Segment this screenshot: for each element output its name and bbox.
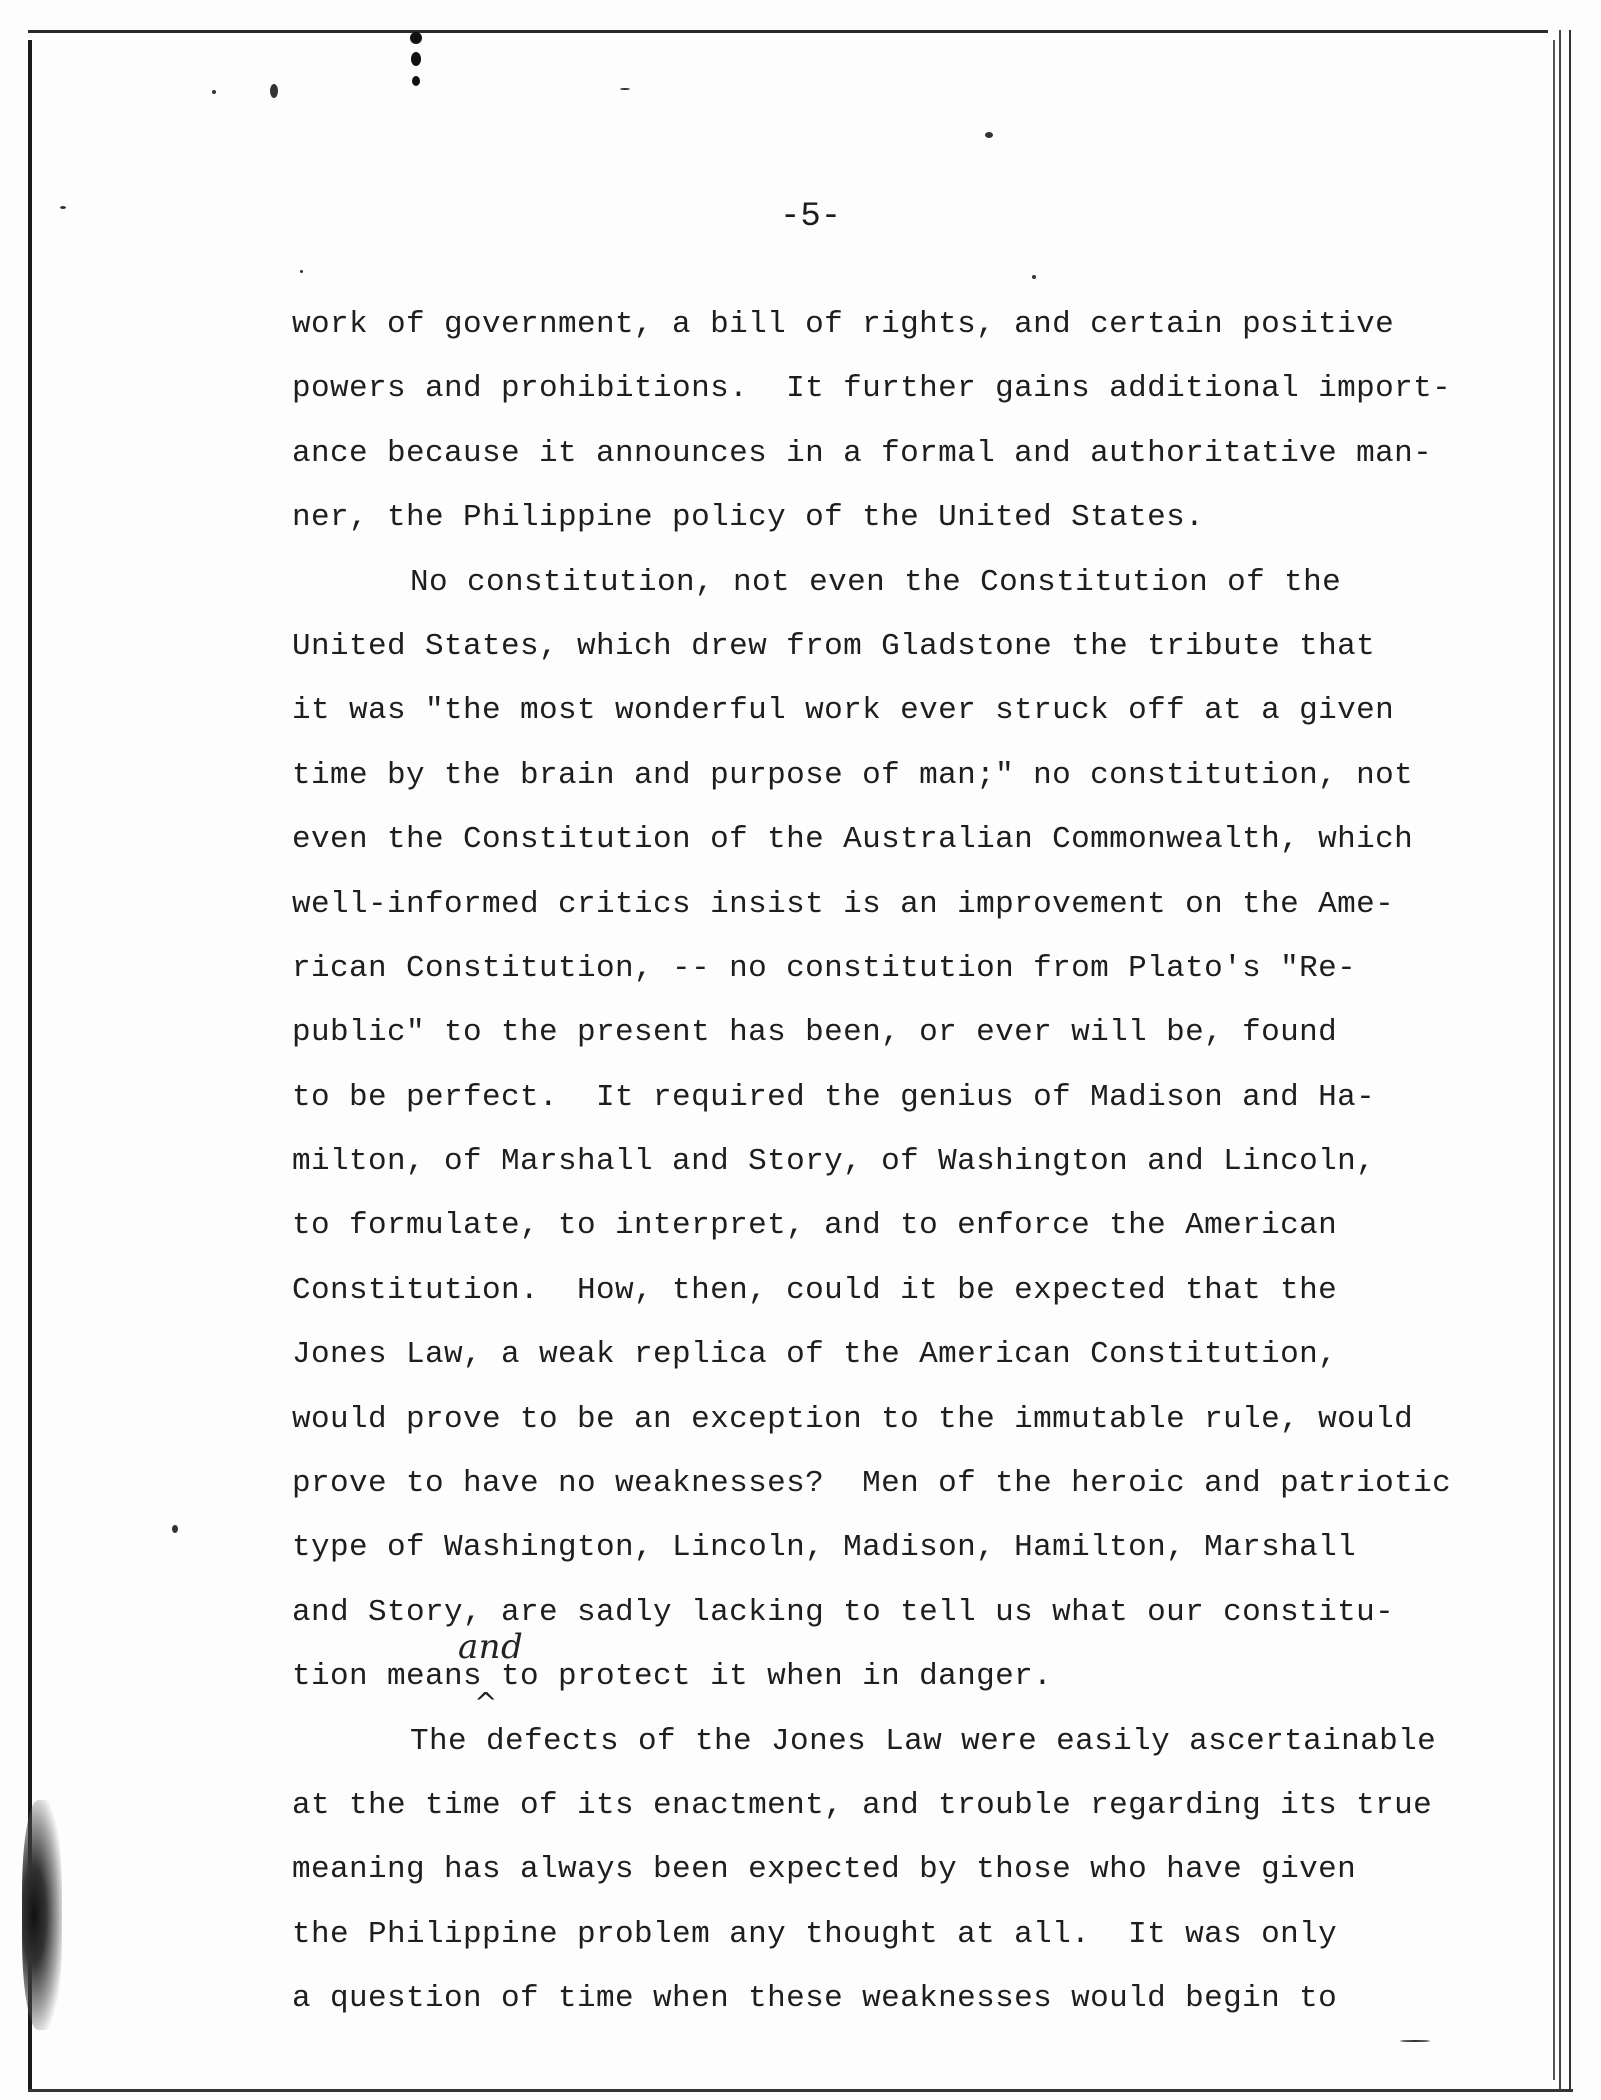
handwritten-insertion: and xyxy=(458,1627,524,1668)
speck-mark xyxy=(620,88,630,90)
text-line: milton, of Marshall and Story, of Washington and Lincoln, xyxy=(292,1144,1376,1180)
text-line: tion means to protect it when in danger. xyxy=(292,1659,1053,1695)
insertion-caret-icon: ^ xyxy=(474,1686,498,1720)
text-line: ance because it announces in a formal and authoritative man- xyxy=(292,435,1433,471)
text-line: Jones Law, a weak replica of the American Constitution, xyxy=(292,1337,1338,1373)
text-line-with-insertion xyxy=(292,1627,1492,1720)
binding-hole-mark xyxy=(411,52,421,66)
speck-mark xyxy=(1400,2040,1430,2042)
speck-mark xyxy=(60,206,66,209)
text-line: work of government, a bill of rights, and certain positive xyxy=(292,307,1395,342)
page-edge-top xyxy=(28,30,1548,33)
paragraph-start-line: The defects of the Jones Law were easily ascertainable xyxy=(410,1723,1437,1759)
text-line: time by the brain and purpose of man;" no constitution, not xyxy=(292,757,1414,793)
binding-hole-mark xyxy=(412,76,420,86)
text-line: at the time of its enactment, and trouble regarding its true xyxy=(292,1787,1433,1823)
speck-mark xyxy=(270,84,278,98)
text-line: would prove to be an exception to the immutable rule, would xyxy=(292,1401,1414,1437)
paragraph-start-line: No constitution, not even the Constitution of the xyxy=(410,564,1342,600)
text-line: ner, the Philippine policy of the United States. xyxy=(292,500,1205,536)
text-line: to formulate, to interpret, and to enforce the American xyxy=(292,1208,1338,1244)
text-line: and Story, are sadly lacking to tell us what our constitu- xyxy=(292,1594,1395,1630)
speck-mark xyxy=(172,1525,178,1533)
speck-mark xyxy=(300,270,303,273)
page-edge-right xyxy=(1559,30,1571,2090)
page-edge-bottom xyxy=(28,2089,1573,2092)
text-line: the Philippine problem any thought at all. It was only xyxy=(292,1916,1338,1952)
text-line: public" to the present has been, or ever will be, found xyxy=(292,1015,1338,1051)
binding-hole-mark xyxy=(410,32,422,44)
text-line: a question of time when these weaknesses would begin to xyxy=(292,1981,1338,2017)
document-body xyxy=(292,293,1492,2032)
text-line: even the Constitution of the Australian Commonwealth, which xyxy=(292,822,1414,858)
text-line: powers and prohibitions. It further gains additional import- xyxy=(292,371,1452,407)
page-edge-right-inner xyxy=(1553,40,1555,2080)
speck-mark xyxy=(985,132,993,138)
text-line: type of Washington, Lincoln, Madison, Hamilton, Marshall xyxy=(292,1530,1357,1566)
speck-mark xyxy=(1032,275,1036,279)
text-line: to be perfect. It required the genius of Madison and Ha- xyxy=(292,1079,1376,1115)
speck-mark xyxy=(212,90,216,94)
page-number: -5- xyxy=(780,198,842,236)
text-line: Constitution. How, then, could it be expected that the xyxy=(292,1272,1338,1308)
text-line: meaning has always been expected by those who have given xyxy=(292,1852,1357,1888)
text-line: United States, which drew from Gladstone the tribute that xyxy=(292,628,1376,664)
page-edge-left xyxy=(28,40,32,2090)
text-line: prove to have no weaknesses? Men of the heroic and patriotic xyxy=(292,1466,1452,1502)
text-line: well-informed critics insist is an improvement on the Ame- xyxy=(292,886,1395,922)
text-line: rican Constitution, -- no constitution from Plato's "Re- xyxy=(292,950,1357,986)
text-line: it was "the most wonderful work ever struck off at a given xyxy=(292,693,1395,729)
ink-smudge xyxy=(22,1800,62,2030)
